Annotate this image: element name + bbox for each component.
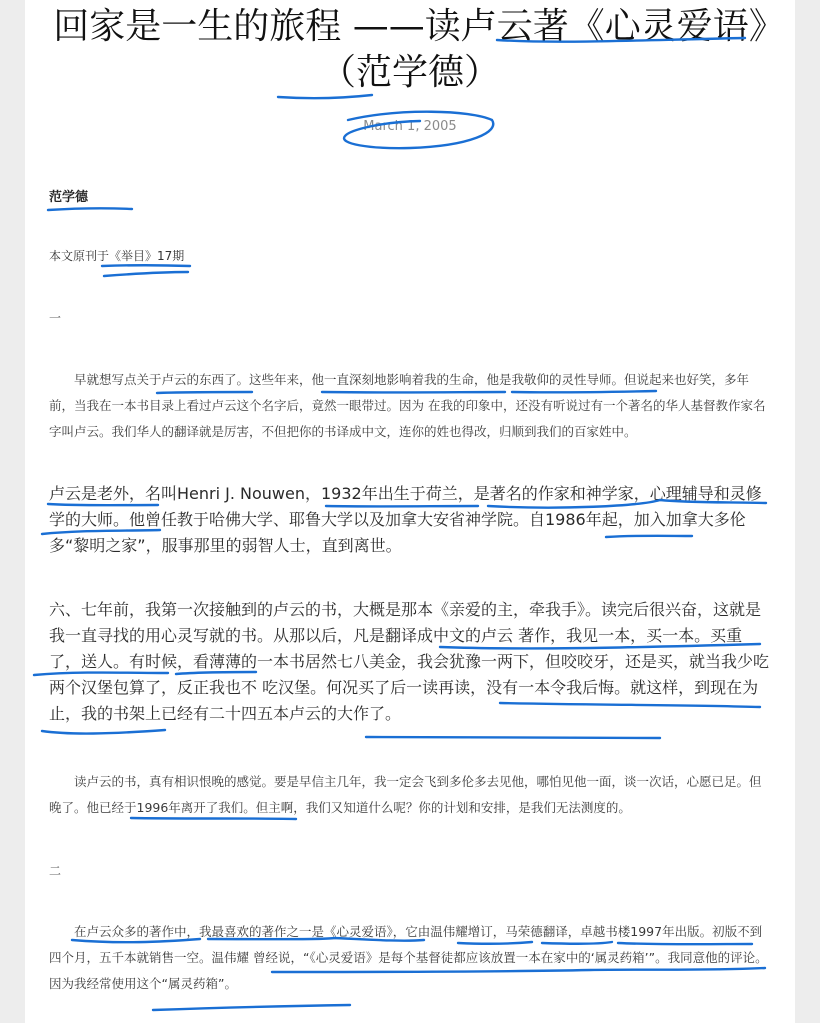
author-name: 范学德 (49, 190, 89, 205)
article-title: 回家是一生的旅程 ——读卢云著《心灵爱语》（范学德） (53, 6, 767, 93)
paragraph-3: 六、七年前，我第一次接触到的卢云的书，大概是那本《亲爱的主，牵我手》。读完后很兴奋，这就是我一直寻找的用心灵写就的书。从那以后，凡是翻译成中文的卢云 著作，我见一本，买一本。买重了，送人。有时候，看薄薄的一本书居然七八美金，我会犹豫一两下，但咬咬牙，还是买，就当我少吃两个汉堡包算了，反正我也不 吃汉堡。何况买了后一读再读，没有一本令我后悔。就这样，到现在为止，我的书架上已经有二十四五本卢云的大作了。 (49, 600, 770, 723)
section-heading-two: 二 (49, 864, 62, 878)
paragraph-2: 卢云是老外，名叫Henri J. Nouwen，1932年出生于荷兰，是著名的作家和神学家，心理辅导和灵修学的大师。他曾任教于哈佛大学、耶鲁大学以及加拿大安省神学院。自1986年起，加入加拿大多伦多“黎明之家”，服事那里的弱智人士，直到离世。 (49, 484, 762, 555)
paragraph-1: 早就想写点关于卢云的东西了。这些年来，他一直深刻地影响着我的生命，他是我敬仰的灵性导师。但说起来也好笑，多年前，当我在一本书目录上看过卢云这个名字后，竟然一眼带过。因为 在我的印象中，还没有听说过有一个著名的华人基督教作家名字叫卢云。我们华人的翻译就是厉害，不但把你的书译成中文，连你的姓也得改，归顺到我们的百家姓中。 (49, 372, 766, 439)
source-note: 本文原刊于《举目》17期 (49, 249, 185, 263)
paragraph-5: 在卢云众多的著作中，我最喜欢的著作之一是《心灵爱语》，它由温伟耀增订，马荣德翻译，卓越书楼1997年出版。初版不到四个月，五千本就销售一空。温伟耀 曾经说，“《心灵爱语》是每个基督徒都应该放置一本在家中的‘属灵药箱’”。我同意他的评论。因为我经常使用这个“属灵药箱”。 (49, 924, 768, 991)
publish-date: March 1, 2005 (363, 119, 457, 134)
article-page (25, 0, 795, 1023)
paragraph-4: 读卢云的书，真有相识恨晚的感觉。要是早信主几年，我一定会飞到多伦多去见他，哪怕见他一面，谈一次话，心愿已足。但晚了。他已经于1996年离开了我们。但主啊，我们又知道什么呢？你的计划和安排，是我们无法测度的。 (49, 774, 762, 815)
section-heading-one: 一 (49, 311, 62, 325)
